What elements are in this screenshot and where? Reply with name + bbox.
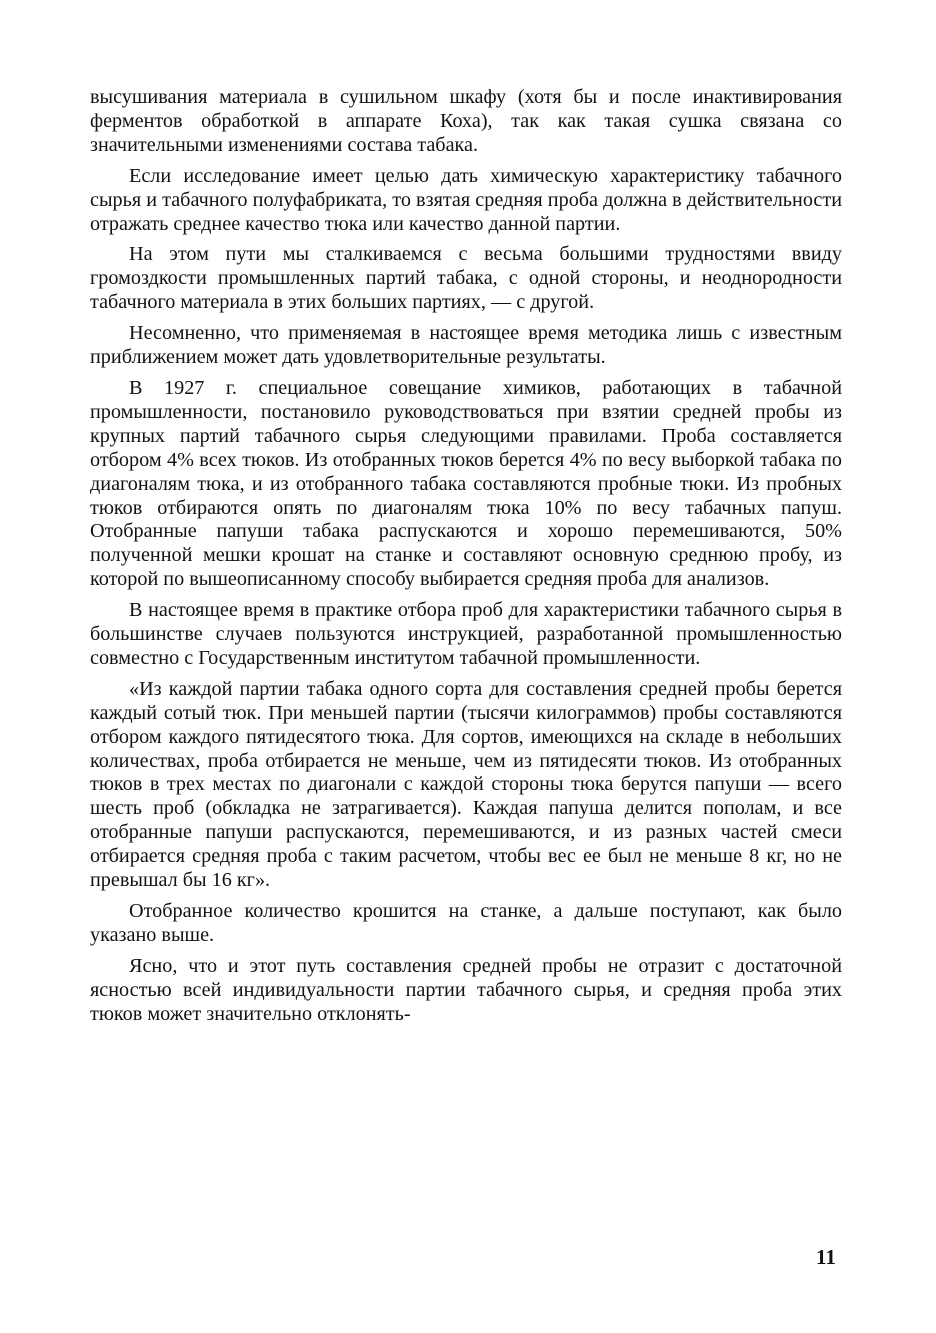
paragraph-conclusion: Ясно, что и этот путь составления средней пробы не отразит с достаточной ясностью всей индивидуальности партии табачного сырья, и средняя проба этих тюков может значительно отклонять- <box>90 954 842 1025</box>
paragraph-continuation: высушивания материала в сушильном шкафу (хотя бы и после инактивирования ферментов обработкой в аппарате Коха), так как такая сушка связана со значительными изменениями состава табака. <box>90 86 842 156</box>
paragraph-1927-meeting: В 1927 г. специальное совещание химиков, работающих в табачной промышленности, постановило руководствоваться при взятии средней пробы из крупных партий табачного сырья следующими правилами. Проба составляется отбором 4% всех тюков. Из отобранных тюков берется 4% по весу выборкой табака по диагоналям тюка, и из отобранного табака составляются пробные тюки. Из пробных тюков отбираются опять по диагоналям тюка 10% по весу табачных папуш. Отобранные папуши табака распускаются и хорошо перемешиваются, 50% полученной мешки крошат на станке и составляют основную среднюю пробу, из которой по вышеописанному способу выбирается средняя проба для анализов. <box>90 376 842 591</box>
paragraph-instruction-quote: «Из каждой партии табака одного сорта для составления средней пробы берется каждый сотый тюк. При меньшей партии (тысячи килограммов) пробы составляются отбором каждого пятидесятого тюка. Для сортов, имеющихся на складе в небольших количествах, проба отбирается не меньше, чем из пятидесяти тюков. Из отобранных тюков в трех местах по диагонали с каждой стороны тюка берутся папуши — всего шесть проб (обкладка не затрагивается). Каждая папуша делится пополам, и все отобранные папуши распускаются, перемешиваются, и из разных частей смеси отбирается средняя проба с таким расчетом, чтобы вес ее был не меньше 8 кг, но не превышал бы 16 кг». <box>90 677 842 892</box>
paragraph-research-goal: Если исследование имеет целью дать химическую характеристику табачного сырья и табачного полуфабриката, то взятая средняя проба должна в действительности отражать среднее качество тюка или качество данной партии. <box>90 164 842 235</box>
paragraph-method-approximation: Несомненно, что применяемая в настоящее время методика лишь с известным приближением может дать удовлетворительные результаты. <box>90 322 842 369</box>
page-body <box>90 86 842 1027</box>
paragraph-crushing: Отобранное количество крошится на станке, а дальше поступают, как было указано выше. <box>90 900 842 946</box>
paragraph-difficulties: На этом пути мы сталкиваемся с весьма большими трудностями ввиду громоздкости промышленных партий табака, с одной стороны, и неоднородности табачного материала в этих больших партиях, — с другой. <box>90 243 842 314</box>
page-number: 11 <box>816 1245 836 1269</box>
paragraph-current-practice: В настоящее время в практике отбора проб для характеристики табачного сырья в большинстве случаев пользуются инструкцией, разработанной промышленностью совместно с Государственным институтом табачной промышленности. <box>90 599 842 669</box>
